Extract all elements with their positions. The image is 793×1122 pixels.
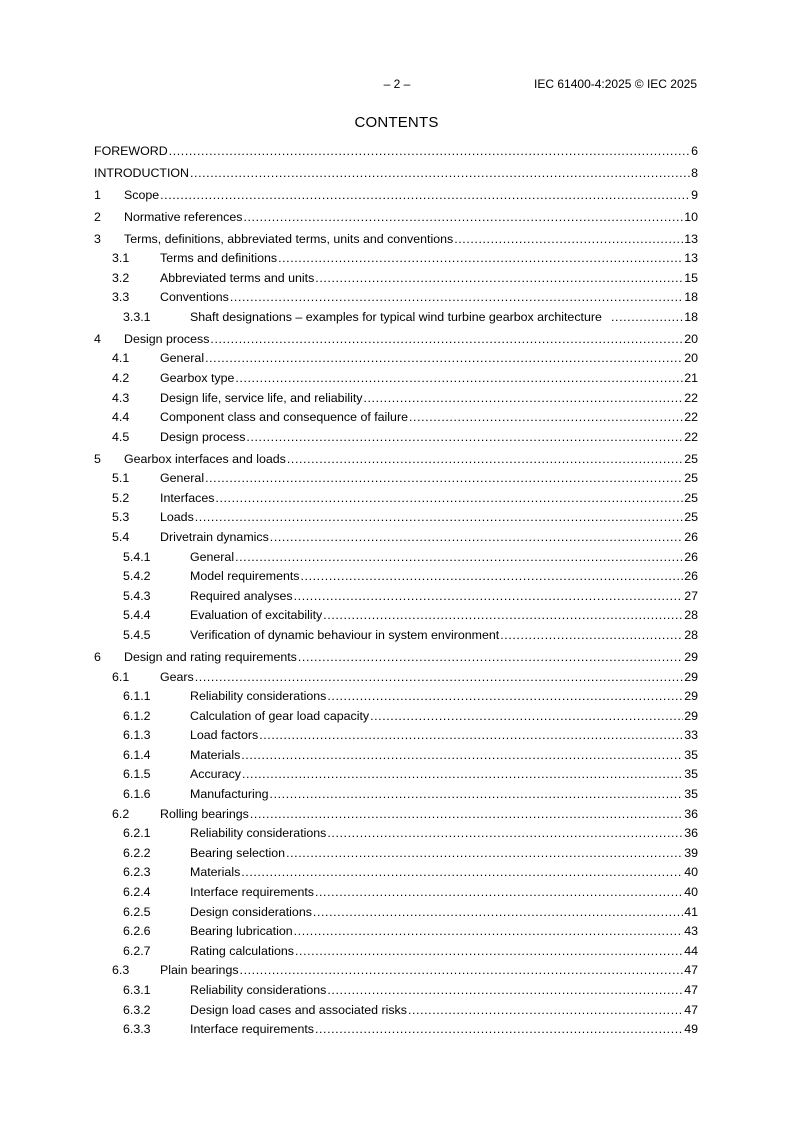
toc-entry-page: 15	[684, 270, 698, 285]
dot-leader	[235, 371, 683, 386]
toc-entry-title: Interface requirements	[190, 1022, 314, 1037]
toc-entry[interactable]	[94, 608, 698, 623]
toc-entry-page: 9	[691, 187, 698, 202]
toc-entry-page: 20	[684, 331, 698, 346]
toc-entry-title: Model requirements	[190, 569, 300, 584]
toc-entry[interactable]	[94, 351, 698, 366]
toc-entry[interactable]	[94, 748, 698, 763]
toc-entry-title: Evaluation of excitability	[190, 608, 323, 623]
toc-entry-title: Drivetrain dynamics	[160, 530, 269, 545]
toc-entry-number: 5.1	[112, 471, 130, 486]
toc-entry-title: FOREWORD	[94, 144, 168, 158]
toc-entry[interactable]	[94, 530, 698, 545]
dot-leader	[242, 767, 683, 782]
toc-entry[interactable]	[94, 144, 698, 159]
dot-leader	[205, 471, 683, 486]
toc-entry-title: Required analyses	[190, 588, 293, 603]
toc-entry-page: 22	[684, 410, 698, 425]
dot-leader	[454, 232, 683, 247]
toc-entry[interactable]	[94, 1022, 698, 1037]
toc-entry-number: 6.3.2	[123, 1002, 151, 1017]
toc-entry-title: Normative references	[124, 209, 243, 224]
toc-entry-title: Design process	[124, 331, 210, 346]
toc-entry[interactable]	[94, 650, 698, 665]
toc-entry-number: 4.2	[112, 371, 130, 386]
toc-entry-title: Design and rating requirements	[124, 649, 297, 664]
toc-entry-title: Abbreviated terms and units	[160, 270, 315, 285]
toc-entry-number: 4.3	[112, 390, 130, 405]
toc-entry-page: 10	[684, 209, 698, 224]
toc-entry-number: 5	[94, 451, 101, 466]
toc-entry-page: 18	[684, 290, 698, 305]
toc-entry[interactable]	[94, 391, 698, 406]
toc-entry[interactable]	[94, 963, 698, 978]
dot-leader	[315, 271, 683, 286]
dot-leader	[294, 589, 684, 604]
toc-entry[interactable]	[94, 905, 698, 920]
toc-entry-number: 6.2	[112, 806, 130, 821]
toc-entry-number: 6.2.2	[123, 845, 151, 860]
toc-entry-title: Materials	[190, 747, 241, 762]
dot-leader	[235, 550, 683, 565]
toc-entry-number: 2	[94, 209, 101, 224]
dot-leader	[327, 689, 683, 704]
toc-entry[interactable]	[94, 709, 698, 724]
dot-leader	[246, 430, 683, 445]
toc-entry-page: 47	[684, 983, 698, 998]
toc-entry-title: Scope	[124, 187, 160, 202]
dot-leader	[286, 846, 683, 861]
toc-entry-title: Plain bearings	[160, 963, 239, 978]
toc-entry-page: 35	[684, 787, 698, 802]
dot-leader	[315, 1022, 683, 1037]
toc-entry-number: 3.1	[112, 251, 130, 266]
dot-leader	[370, 709, 683, 724]
toc-entry-page: 35	[684, 767, 698, 782]
toc-entry-title: Interfaces	[160, 490, 215, 505]
dot-leader	[363, 391, 683, 406]
toc-entry-title: Gearbox type	[160, 371, 235, 386]
toc-entry[interactable]	[94, 826, 698, 841]
toc-entry-title: General	[160, 351, 205, 366]
toc-entry-page: 29	[684, 689, 698, 704]
toc-entry-title: Terms, definitions, abbreviated terms, units and conventions	[124, 231, 454, 246]
toc-entry-page: 43	[684, 924, 698, 939]
toc-entry-page: 26	[684, 569, 698, 584]
dot-leader	[195, 670, 683, 685]
toc-entry[interactable]	[94, 983, 698, 998]
toc-entry[interactable]	[94, 569, 698, 584]
toc-entry-title: Verification of dynamic behaviour in system environment	[190, 628, 500, 643]
toc-entry-page: 40	[684, 865, 698, 880]
toc-entry[interactable]	[94, 550, 698, 565]
toc-entry-number: 5.4.5	[123, 628, 151, 643]
toc-entry-number: 6.3.3	[123, 1022, 151, 1037]
dot-leader	[259, 728, 683, 743]
toc-entry-number: 3.3.1	[123, 309, 151, 324]
toc-entry-page: 26	[684, 530, 698, 545]
toc-entry-page: 22	[684, 429, 698, 444]
toc-entry[interactable]	[94, 332, 698, 347]
toc-entry-number: 5.4.3	[123, 588, 151, 603]
toc-entry-title: Bearing lubrication	[190, 924, 293, 939]
toc-entry-title: Calculation of gear load capacity	[190, 708, 370, 723]
dot-leader	[408, 1003, 683, 1018]
toc-entry[interactable]	[94, 689, 698, 704]
toc-entry[interactable]	[94, 471, 698, 486]
toc-entry-page: 22	[684, 390, 698, 405]
page-number: – 2 –	[383, 77, 411, 91]
toc-entry-page: 13	[684, 231, 698, 246]
dot-leader	[287, 452, 683, 467]
dot-leader	[270, 787, 684, 802]
toc-entry[interactable]	[94, 430, 698, 445]
toc-entry[interactable]	[94, 944, 698, 959]
toc-entry-title: Interface requirements	[190, 885, 314, 900]
toc-entry[interactable]	[94, 728, 698, 743]
dot-leader	[215, 491, 683, 506]
toc-entry-title: Design considerations	[190, 904, 312, 919]
dot-leader	[241, 865, 683, 880]
toc-entry-number: 6.2.4	[123, 885, 151, 900]
toc-entry-number: 6.1.3	[123, 728, 151, 743]
dot-leader	[195, 510, 683, 525]
toc-entry-number: 3.3	[112, 290, 130, 305]
toc-entry-number: 6.1.1	[123, 689, 151, 704]
toc-entry-number: 6.2.5	[123, 904, 151, 919]
toc-entry-title: Design load cases and associated risks	[190, 1002, 407, 1017]
toc-entry-page: 25	[684, 510, 698, 525]
toc-entry-number: 4.1	[112, 351, 130, 366]
toc-entry-page: 27	[684, 588, 698, 603]
toc-entry-number: 3	[94, 231, 101, 246]
toc-entry-number: 6.1.6	[123, 787, 151, 802]
toc-entry-number: 6.2.7	[123, 943, 151, 958]
toc-entry-title: Bearing selection	[190, 845, 286, 860]
toc-entry-title: Terms and definitions	[160, 251, 278, 266]
toc-entry-title: Loads	[160, 510, 194, 525]
toc-entry[interactable]	[94, 846, 698, 861]
toc-entry[interactable]	[94, 166, 698, 181]
toc-entry-page: 29	[684, 708, 698, 723]
toc-entry[interactable]	[94, 371, 698, 386]
toc-entry-title: Design life, service life, and reliability	[160, 390, 363, 405]
dot-leader	[327, 826, 683, 841]
toc-entry-page: 29	[684, 669, 698, 684]
dot-leader	[240, 963, 684, 978]
toc-entry[interactable]	[94, 589, 698, 604]
toc-entry-title: Accuracy	[190, 767, 241, 782]
dot-leader	[611, 310, 683, 325]
toc-entry-page: 8	[691, 165, 698, 180]
dot-leader	[313, 905, 683, 920]
toc-entry-number: 6.3.1	[123, 983, 151, 998]
toc-entry-title: INTRODUCTION	[94, 165, 189, 180]
toc-entry[interactable]	[94, 188, 698, 203]
toc-entry-page: 20	[684, 351, 698, 366]
toc-entry-page: 44	[684, 943, 698, 958]
dot-leader	[169, 144, 690, 159]
dot-leader	[250, 807, 683, 822]
toc-entry-number: 5.4.1	[123, 549, 151, 564]
toc-entry-page: 21	[684, 371, 698, 386]
toc-entry[interactable]	[94, 924, 698, 939]
dot-leader	[230, 290, 683, 305]
toc-entry-page: 25	[684, 451, 698, 466]
toc-entry-number: 5.4.2	[123, 569, 151, 584]
toc-entry-page: 35	[684, 747, 698, 762]
toc-entry-page: 28	[684, 608, 698, 623]
toc-entry[interactable]	[94, 271, 698, 286]
toc-entry[interactable]	[94, 210, 698, 225]
toc-entry-number: 6.3	[112, 963, 130, 978]
toc-entry[interactable]	[94, 787, 698, 802]
toc-entry-title: Reliability considerations	[190, 826, 327, 841]
toc-entry-title: Gears	[160, 669, 194, 684]
toc-entry[interactable]	[94, 767, 698, 782]
toc-entry-page: 41	[684, 904, 698, 919]
toc-entry-title: Load factors	[190, 728, 259, 743]
toc-entry-page: 6	[691, 144, 698, 158]
dot-leader	[190, 166, 690, 181]
toc-entry-number: 5.4	[112, 530, 130, 545]
toc-entry-number: 6	[94, 649, 101, 664]
dot-leader	[295, 944, 683, 959]
dot-leader	[205, 351, 683, 366]
toc-entry[interactable]	[94, 865, 698, 880]
toc-entry-page: 13	[684, 251, 698, 266]
dot-leader	[243, 210, 683, 225]
toc-entry-page: 25	[684, 471, 698, 486]
dot-leader	[210, 332, 683, 347]
toc-entry-number: 5.3	[112, 510, 130, 525]
toc-entry-number: 1	[94, 187, 101, 202]
toc-entry-page: 18	[684, 309, 698, 324]
toc-entry-number: 6.1.4	[123, 747, 151, 762]
dot-leader	[301, 569, 684, 584]
dot-leader	[327, 983, 683, 998]
dot-leader	[241, 748, 683, 763]
toc-entry-number: 5.4.4	[123, 608, 151, 623]
toc-entry-page: 25	[684, 490, 698, 505]
toc-entry-title: Materials	[190, 865, 241, 880]
toc-entry[interactable]	[94, 290, 698, 305]
toc-entry-number: 6.2.3	[123, 865, 151, 880]
dot-leader	[315, 885, 683, 900]
toc-entry-title: Rating calculations	[190, 943, 295, 958]
dot-leader	[160, 188, 690, 203]
toc-entry-number: 4.4	[112, 410, 130, 425]
toc-entry[interactable]	[94, 885, 698, 900]
toc-entry[interactable]	[94, 410, 698, 425]
toc-entry-title: Reliability considerations	[190, 983, 327, 998]
toc-entry-title: Design process	[160, 429, 246, 444]
toc-entry-page: 39	[684, 845, 698, 860]
toc-entry[interactable]	[94, 670, 698, 685]
toc-entry[interactable]	[94, 628, 698, 643]
toc-entry-page: 28	[684, 628, 698, 643]
toc-entry-title: Reliability considerations	[190, 689, 327, 704]
toc-entry-page: 36	[684, 826, 698, 841]
toc-entry-title: Conventions	[160, 290, 229, 305]
dot-leader	[294, 924, 684, 939]
toc-entry[interactable]	[94, 510, 698, 525]
toc-entry[interactable]	[94, 310, 698, 325]
toc-entry-title: Manufacturing	[190, 787, 269, 802]
toc-entry-number: 6.2.1	[123, 826, 151, 841]
toc-entry-number: 6.1	[112, 669, 130, 684]
toc-entry-number: 4	[94, 331, 101, 346]
toc-entry[interactable]	[94, 232, 698, 247]
dot-leader	[298, 650, 683, 665]
toc-entry[interactable]	[94, 251, 698, 266]
toc-entry-title: Gearbox interfaces and loads	[124, 451, 286, 466]
toc-entry-number: 3.2	[112, 270, 130, 285]
toc-entry-title: General	[190, 549, 235, 564]
toc-entry-page: 33	[684, 728, 698, 743]
toc-entry-number: 4.5	[112, 429, 130, 444]
toc-entry-number: 5.2	[112, 490, 130, 505]
toc-entry-page: 29	[684, 649, 698, 664]
toc-entry-title: General	[160, 471, 205, 486]
toc-entry-number: 6.1.5	[123, 767, 151, 782]
toc-entry-page: 47	[684, 963, 698, 978]
toc-entry-page: 49	[684, 1022, 698, 1037]
toc-entry-page: 40	[684, 885, 698, 900]
toc-entry-title: Shaft designations – examples for typical wind turbine gearbox architecture	[190, 309, 602, 324]
toc-entry-title: Component class and consequence of failure	[160, 410, 408, 425]
toc-entry[interactable]	[94, 491, 698, 506]
toc-entry-number: 6.2.6	[123, 924, 151, 939]
toc-entry-number: 6.1.2	[123, 708, 151, 723]
toc-entry-page: 36	[684, 806, 698, 821]
toc-entry[interactable]	[94, 807, 698, 822]
dot-leader	[278, 251, 683, 266]
toc-entry-page: 47	[684, 1002, 698, 1017]
contents-title: CONTENTS	[354, 114, 439, 131]
standard-reference: IEC 61400-4:2025 © IEC 2025	[534, 77, 697, 91]
toc-entry[interactable]	[94, 1003, 698, 1018]
toc-entry-title: Rolling bearings	[160, 806, 249, 821]
dot-leader	[409, 410, 683, 425]
table-of-contents	[94, 144, 698, 1037]
toc-entry[interactable]	[94, 452, 698, 467]
dot-leader	[270, 530, 683, 545]
dot-leader	[323, 608, 683, 623]
dot-leader	[500, 628, 683, 643]
toc-entry-page: 26	[684, 549, 698, 564]
